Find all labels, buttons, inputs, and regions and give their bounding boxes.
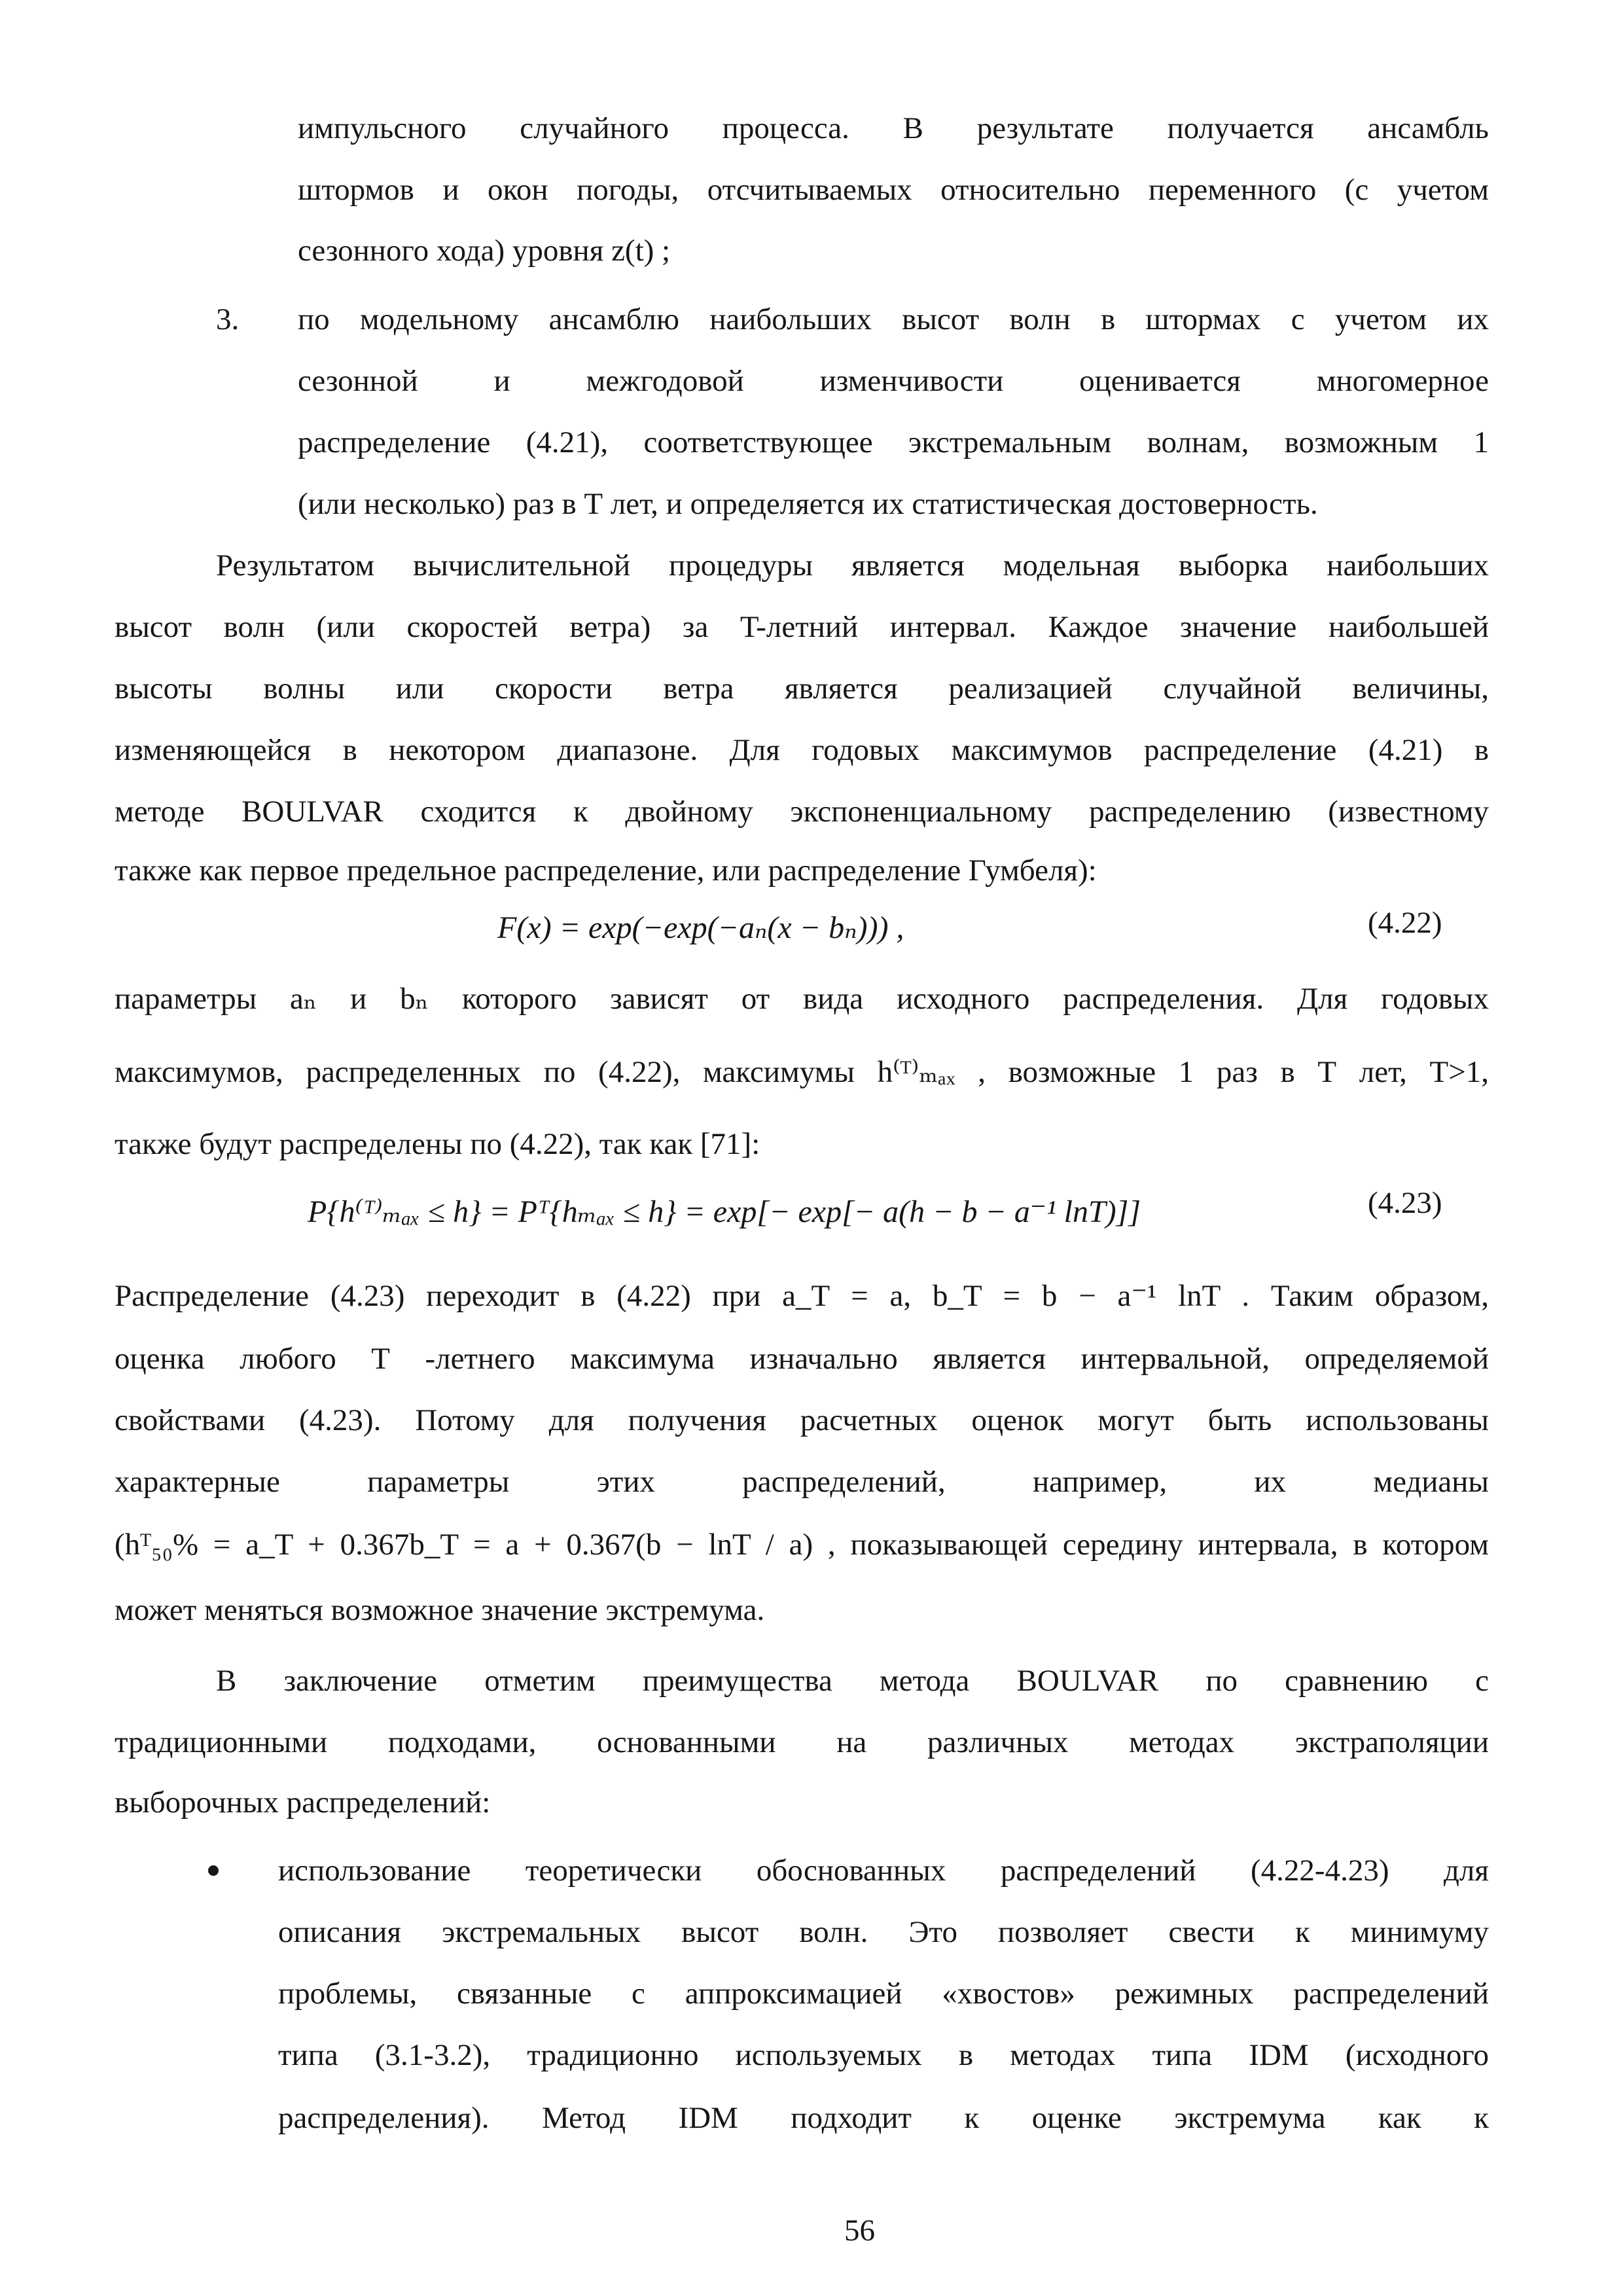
- equation-4-22: F(x) = exp(−exp(−aₙ(x − bₙ))) ,: [497, 910, 904, 945]
- list-item-line: (или несколько) раз в Т лет, и определяется их статистическая достоверность.: [298, 487, 1318, 521]
- paragraph-line: также будут распределены по (4.22), так как [71]:: [115, 1127, 760, 1161]
- paragraph-line: В заключение отметим преимущества метода BOULVAR по сравнению с: [216, 1664, 1489, 1698]
- equation-number: (4.23): [1368, 1186, 1442, 1220]
- list-item-line: сезонной и межгодовой изменчивости оценивается многомерное: [298, 364, 1489, 398]
- paragraph-line: параметры aₙ и bₙ которого зависят от вида исходного распределения. Для годовых: [115, 982, 1489, 1016]
- bullet-line: описания экстремальных высот волн. Это позволяет свести к минимуму: [278, 1915, 1489, 1949]
- list-continuation-line: штормов и окон погоды, отсчитываемых относительно переменного (с учетом: [298, 173, 1489, 207]
- list-item-line: распределение (4.21), соответствующее экстремальным волнам, возможным 1: [298, 425, 1489, 459]
- bullet-line: проблемы, связанные с аппроксимацией «хвостов» режимных распределений: [278, 1977, 1489, 2011]
- page-number: 56: [844, 2214, 875, 2248]
- paragraph-line: может меняться возможное значение экстремума.: [115, 1593, 765, 1627]
- paragraph-line: оценка любого Т -летнего максимума изначально является интервальной, определяемой: [115, 1342, 1489, 1376]
- bullet-line: использование теоретически обоснованных распределений (4.22-4.23) для: [278, 1854, 1489, 1888]
- paragraph-line: изменяющейся в некотором диапазоне. Для годовых максимумов распределение (4.21) в: [115, 733, 1489, 767]
- paragraph-line: высоты волны или скорости ветра является реализацией случайной величины,: [115, 672, 1489, 706]
- paragraph-line: Распределение (4.23) переходит в (4.22) при a_T = a, b_T = b − a⁻¹ lnT . Таким образом,: [115, 1279, 1489, 1313]
- paragraph-line: (hᵀ₅₀% = a_T + 0.367b_T = a + 0.367(b − lnT / a) , показывающей середину интервала, в котором: [115, 1528, 1489, 1562]
- paragraph-line: традиционными подходами, основанными на различных методах экстраполяции: [115, 1725, 1489, 1759]
- paragraph-line: Результатом вычислительной процедуры является модельная выборка наибольших: [216, 548, 1489, 583]
- equation-4-23: P{h⁽ᵀ⁾ₘₐₓ ≤ h} = Pᵀ{hₘₐₓ ≤ h} = exp[− exp[− a(h − b − a⁻¹ lnT)]]: [308, 1194, 1141, 1229]
- equation-number: (4.22): [1368, 906, 1442, 940]
- bullet-line: типа (3.1-3.2), традиционно используемых в методах типа IDM (исходного: [278, 2038, 1489, 2072]
- bullet-marker: [208, 1865, 219, 1876]
- paragraph-line: максимумов, распределенных по (4.22), максимумы h⁽ᵀ⁾ₘₐₓ , возможные 1 раз в Т лет, Т>1,: [115, 1055, 1489, 1089]
- bullet-line: распределения). Метод IDM подходит к оценке экстремума как к: [278, 2101, 1489, 2135]
- paragraph-line: характерные параметры этих распределений, например, их медианы: [115, 1465, 1489, 1499]
- paragraph-line: высот волн (или скоростей ветра) за T-летний интервал. Каждое значение наибольшей: [115, 610, 1489, 644]
- list-continuation-line: сезонного хода) уровня z(t) ;: [298, 234, 671, 268]
- list-item-line: по модельному ансамблю наибольших высот волн в штормах с учетом их: [298, 302, 1489, 336]
- paragraph-line: выборочных распределений:: [115, 1785, 491, 1820]
- paragraph-line: также как первое предельное распределение, или распределение Гумбеля):: [115, 853, 1097, 888]
- list-continuation-line: импульсного случайного процесса. В результате получается ансамбль: [298, 111, 1489, 145]
- paragraph-line: методе BOULVAR сходится к двойному экспоненциальному распределению (известному: [115, 795, 1489, 829]
- list-item-number: 3.: [216, 302, 240, 336]
- paragraph-line: свойствами (4.23). Потому для получения расчетных оценок могут быть использованы: [115, 1403, 1489, 1437]
